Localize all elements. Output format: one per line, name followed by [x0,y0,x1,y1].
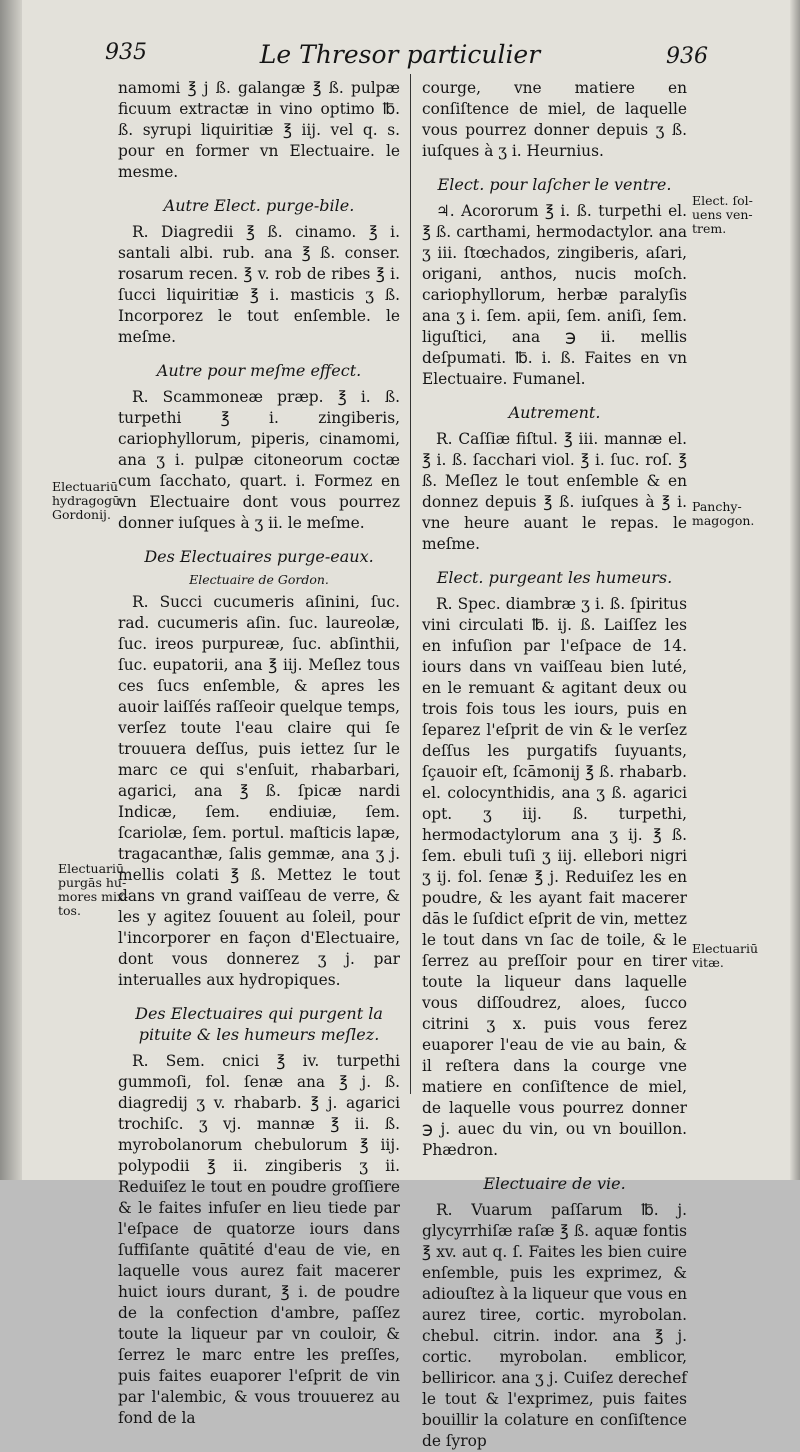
paragraph: ♃. Acororum ℥ i. ß. turpethi el. ℥ ß. carthami, hermodactylor. ana ʒ iii. ſtœchados, zingiberis, aſari, origani, anthos, nucis moſch. cariophyllorum, herbæ paralyſis ana ʒ i. ſem. apii, ſem. aniſi, ſem. liguſtici, ana ℈ ii. mellis deſpumati. ℔. i. ß. Faites en vn Electuaire. Fumanel. [422,202,687,388]
paragraph: R. Vuarum paſſarum ℔. j. glycyrrhiſæ raſæ ℥ ß. aquæ fontis ℥ xv. aut q. ſ. Faites les bien cuire enſemble, puis les exprimez, & adiouſtez à la liqueur que vous en aurez tiree, cortic. myrobolan. chebul. citrin. indor. ana ℥ j. cortic. myrobolan. emblicor, belliricor. ana ʒ j. Cuiſez derechef le tout & l'exprimez, puis faites bouillir la colature en conſiſtence de ſyrop [422,1201,687,1450]
section-heading: Des Electuaires qui purgent la pituite & les humeurs meſlez. [135,1004,383,1044]
section-heading: Autrement. [508,403,601,422]
section-heading: Elect. purgeant les humeurs. [436,568,673,587]
margin-note-line: hydragogū [52,493,121,508]
margin-note-line: trem. [692,221,727,236]
margin-note-line: Electuariū [692,941,759,956]
page-number-right: 936 [666,44,708,69]
margin-note [58,862,128,918]
paragraph: R. Sem. cnici ℥ iv. turpethi gummoſi, fol. ſenæ ana ℥ j. ß. diagredij ʒ v. rhabarb. ℥ j. agarici trochiſc. ʒ vj. mannæ ℥ ii. ß. myrobolanorum chebulorum ℥ iij. polypodii ℥ ii. zingiberis ʒ ii. Reduiſez le tout en poudre groſſiere & le faites infuſer en lieu tiede par l'eſpace de quatorze iours dans ſuffiſante quātité d'eau de vie, en laquelle vous aurez fait macerer huict iours durant, ℥ i. de poudre de la confection d'ambre, paſſez toute la liqueur par vn couloir, & ſerrez le marc entre les preſſes, puis faites euaporer l'eſprit de vin par l'alembic, & vous trouuerez au fond de la [118,1052,400,1427]
section-subheading: Electuaire de Gordon. [189,572,329,587]
page-number-left: 935 [105,40,147,65]
margin-note-line: tos. [58,903,81,918]
section-heading: Des Electuaires purge-eaux. [144,547,374,566]
paragraph: R. Succi cucumeris aſinini, ſuc. rad. cucumeris aſin. ſuc. laureolæ, ſuc. ireos purpureæ, ſuc. abſinthii, ſuc. eupatorii, ana ℥ iij. Meſlez tous ces ſucs enſemble, & apres les auoir laiſſés raſſeoir quelque temps, verſez toute l'eau claire qui ſe trouuera deſſus, puis iettez ſur le marc ce qui s'enſuit, rhabarbari, agarici, ana ℥ ß. ſpicæ nardi Indicæ, ſem. endiuiæ, ſem. ſcariolæ, ſem. portul. maſticis lapæ, tragacanthæ, ſalis gemmæ, ana ʒ j. mellis colati ℥ ß. Mettez le tout dans vn grand vaiſſeau de verre, & les y agitez ſouuent au ſoleil, pour l'incorporer en façon d'Electuaire, dont vous donnerez ʒ j. par interualles aux hydropiques. [118,593,400,989]
margin-note-line: uens ven- [692,207,753,222]
margin-note-line: magogon. [692,513,755,528]
margin-note-line: vitæ. [692,955,724,970]
section-heading: Autre pour meſme effect. [156,361,362,380]
section-heading: Electuaire de vie. [483,1174,626,1193]
margin-note-line: Electuariū [52,479,119,494]
running-title: Le Thresor particulier [259,40,541,69]
paragraph: R. Caſſiæ fiſtul. ℥ iii. mannæ el. ℥ i. ß. ſacchari viol. ℥ i. ſuc. roſ. ℥ ß. Meſlez le tout enſemble & en donnez depuis ℥ ß. iuſques à ℥ i. vne heure auant le repas. le meſme. [422,430,687,553]
paragraph: R. Spec. diambræ ʒ i. ß. ſpiritus vini circulati ℔. ij. ß. Laiſſez les en infuſion par l'eſpace de 14. iours dans vn vaiſſeau bien luté, en le remuant & agitant deux ou trois fois tous les iours, puis en ſeparez l'eſprit de vin & le verſez deſſus les purgatifs ſuyuants, ſçauoir eſt, ſcāmonij ℥ ß. rhabarb. el. colocynthidis, ana ʒ ß. agarici opt. ʒ iij. ß. turpethi, hermodactylorum ana ʒ ij. ℥ ß. ſem. ebuli tuſi ʒ iij. ellebori nigri ʒ ij. fol. ſenæ ℥ j. Reduiſez les en poudre, & les ayant fait macerer dās le ſuſdict eſprit de vin, mettez le tout dans vn ſac de toile, & le ſerrez au preſſoir pour en tirer toute la liqueur dans laquelle vous diſſoudrez, aloes, ſucco citrini ʒ x. puis vous ferez euaporer l'eau de vie au bain, & il reſtera dans la courge vne matiere en conſiſtence de miel, de laquelle vous pourrez donner ℈ j. auec du vin, ou vn bouillon. Phædron. [422,595,687,1159]
margin-note [52,480,120,522]
running-head [100,40,708,74]
margin-note-line: Electuariū [58,861,125,876]
margin-note-line: Panchy- [692,499,742,514]
margin-note [692,194,753,236]
paragraph: namomi ℥ j ß. galangæ ℥ ß. pulpæ ficuum extractæ in vino optimo ℔. ß. syrupi liquiritiæ ℥ iij. vel q. s. pour en former vn Electuaire. le mesme. [118,79,400,181]
margin-note-line: mores mix- [58,889,129,904]
paragraph: R. Scammoneæ præp. ℥ i. ß. turpethi ℥ i. zingiberis, cariophyllorum, piperis, cinamomi, ana ʒ i. pulpæ citoneorum coctæ cum ſacchato, quart. i. Formez en vn Electuaire dont vous pourrez donner iuſques à ʒ ii. le meſme. [118,388,400,532]
section-heading: Autre Elect. purge-bile. [163,196,355,215]
section-heading: Elect. pour laſcher le ventre. [437,175,672,194]
margin-note [692,500,754,528]
left-column [118,78,400,1429]
column-divider [410,74,411,1094]
margin-note [692,942,758,970]
margin-note-line: Gordonij. [52,507,111,522]
paragraph: R. Diagredii ℥ ß. cinamo. ℥ i. santali albi. rub. ana ℥ ß. conser. rosarum recen. ℥ v. rob de ribes ℥ i. ſucci liquiritiæ ℥ i. masticis ʒ ß. Incorporez le tout enſemble. le meſme. [118,223,400,346]
right-column [422,78,687,1452]
margin-note-line: purgās hu- [58,875,127,890]
paragraph: courge, vne matiere en conſiſtence de miel, de laquelle vous pourrez donner depuis ʒ ß. iuſques à ʒ i. Heurnius. [422,79,687,160]
margin-note-line: Elect. ſol- [692,193,753,208]
